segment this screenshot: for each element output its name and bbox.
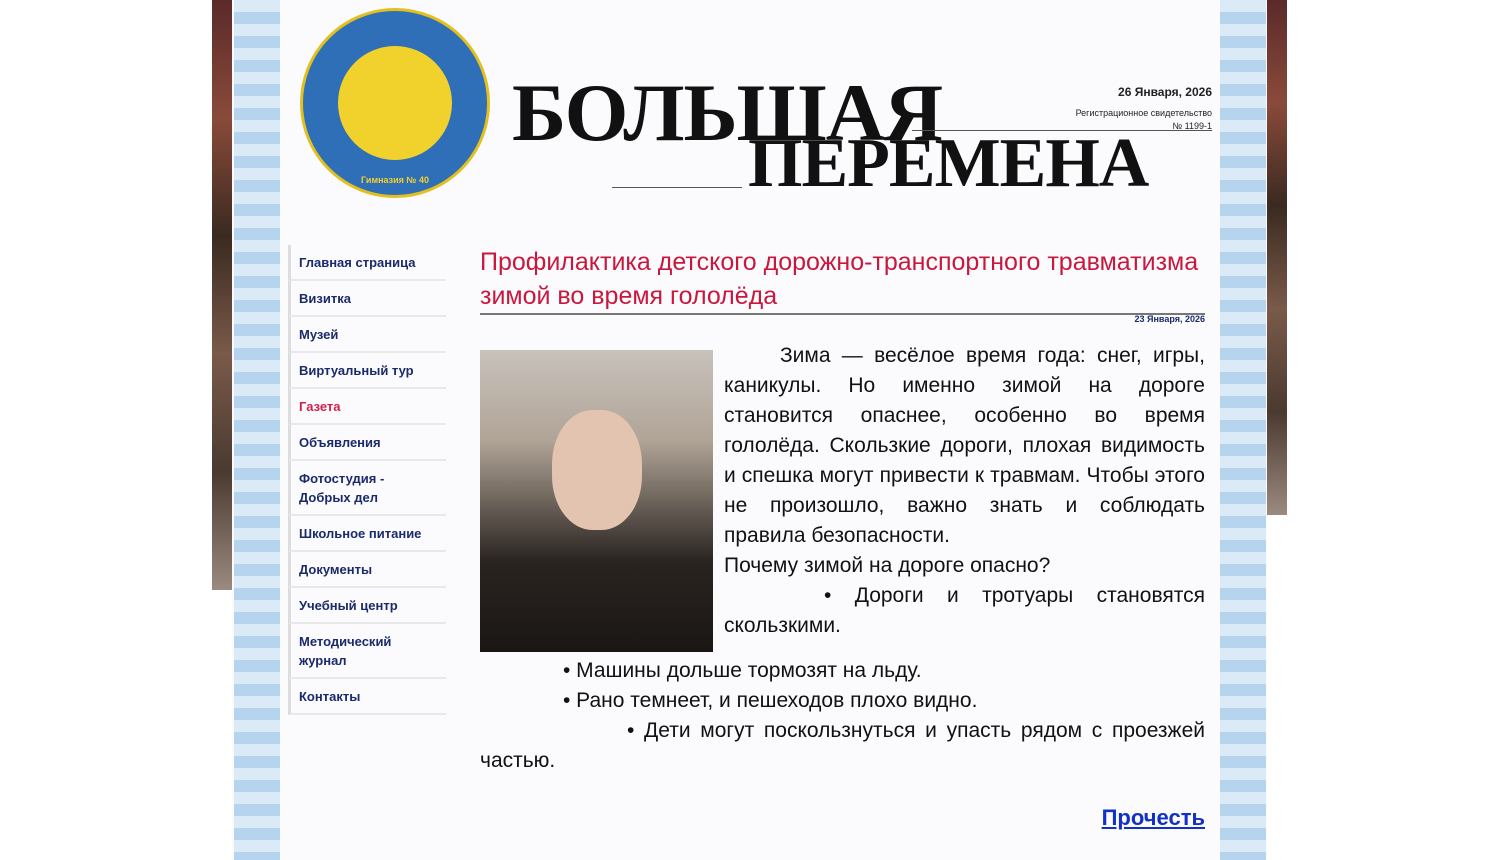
school-logo[interactable] [300, 8, 490, 198]
article-title: Профилактика детского дорожно-транспортного травматизма зимой во время гололёда [480, 245, 1205, 315]
logo-text: Гимназия № 40 [361, 175, 429, 185]
registration-label: Регистрационное свидетельство [1075, 108, 1212, 118]
background-photo-right [1265, 0, 1287, 515]
nav-item-contacts[interactable]: Контакты [288, 679, 446, 715]
nav-item-school-food[interactable]: Школьное питание [288, 516, 446, 552]
background-photo-left [212, 0, 232, 590]
nav-item-museum[interactable]: Музей [288, 317, 446, 353]
nav-item-documents[interactable]: Документы [288, 552, 446, 588]
article-bullet: • Рано темнеет, и пешеходов плохо видно. [563, 689, 978, 712]
nav-item-newspaper[interactable]: Газета [288, 389, 446, 425]
sidebar-nav [288, 245, 446, 715]
read-more-link[interactable]: Прочесть [1101, 805, 1205, 830]
masthead-line2: ПЕРЕМЕНА [748, 125, 1149, 202]
nav-item-study-center[interactable]: Учебный центр [288, 588, 446, 624]
article-question: Почему зимой на дороге опасно? [724, 554, 1051, 577]
article-photo [480, 350, 713, 652]
nav-item-photostudio[interactable]: Фотостудия - Добрых дел [288, 461, 446, 516]
nav-item-method-journal[interactable]: Методический журнал [288, 624, 446, 679]
article-date: 23 Января, 2026 [1134, 314, 1205, 324]
nav-item-vizitka[interactable]: Визитка [288, 281, 446, 317]
current-date: 26 Января, 2026 [1118, 85, 1212, 99]
article-intro: Зима — весёлое время года: снег, игры, каникулы. Но именно зимой на дороге становится опаснее, особенно во время гололёда. Скользкие дороги, плохая видимость и спешка могут привести к травмам. Чтобы этого не произошло, важно знать и соблюдать правила безопасности. [724, 344, 1205, 547]
nav-item-virtual-tour[interactable]: Виртуальный тур [288, 353, 446, 389]
ornament-border-right [1220, 0, 1266, 860]
masthead-rule [912, 130, 1212, 131]
ornament-border-left [234, 0, 280, 860]
registration-number: № 1199-1 [1172, 121, 1212, 131]
nav-item-home[interactable]: Главная страница [288, 245, 446, 281]
article-bullet: • Дороги и тротуары становятся скользкими. [724, 584, 1205, 637]
masthead-line1: БОЛЬШАЯ [512, 67, 943, 158]
nav-item-announcements[interactable]: Объявления [288, 425, 446, 461]
article-bullet: • Машины дольше тормозят на льду. [563, 659, 922, 682]
masthead-rule [612, 187, 742, 188]
article-bullet: • Дети могут поскользнуться и упасть рядом с проезжей частью. [480, 719, 1205, 772]
